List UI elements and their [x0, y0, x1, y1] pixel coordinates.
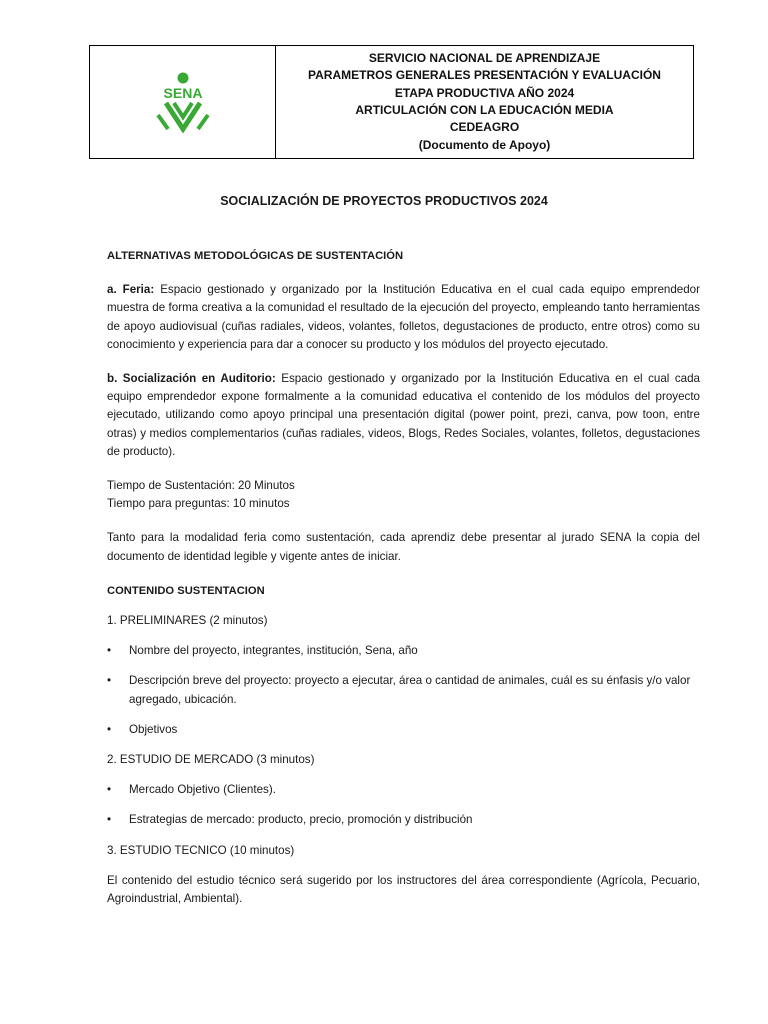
feria-text: Espacio gestionado y organizado por la Institución Educativa en el cual cada equipo emprendedor muestra de forma creativa a la comunidad el resultado de la ejecución del proyecto, empleando tanto herramientas de apoyo audiovisual (cuñas radiales, videos, volantes, folletos, degustaciones de producto, entre otros) como su conocimiento y experiencia para dar a conocer su producto y los módulos del proyecto ejecutado.: [107, 283, 700, 351]
list-item-text: Objetivos: [129, 722, 178, 736]
list-item-text: Mercado Objetivo (Clientes).: [129, 783, 276, 797]
list-item: [107, 721, 700, 739]
list-item-text: Estrategias de mercado: producto, precio, promoción y distribución: [129, 813, 473, 827]
bullet-icon: •: [107, 644, 112, 658]
header-table: [89, 45, 694, 159]
bullet-icon: •: [107, 674, 112, 688]
paragraph-tecnico: El contenido del estudio técnico será sugerido por los instructores del área correspondiente (Agrícola, Pecuario, Agroindustrial, Ambiental).: [107, 873, 700, 906]
tiempo-preguntas: Tiempo para preguntas: 10 minutos: [107, 497, 290, 511]
header-line-1: SERVICIO NACIONAL DE APRENDIZAJE: [368, 50, 601, 65]
logo-cell: [90, 46, 276, 158]
header-line-3: ETAPA PRODUCTIVA AÑO 2024: [394, 85, 575, 100]
document-body: [107, 247, 700, 908]
bullet-icon: •: [107, 813, 112, 827]
list-item: [107, 642, 700, 660]
bullet-icon: •: [107, 722, 112, 736]
header-line-2: PARAMETROS GENERALES PRESENTACIÓN Y EVALUACIÓN: [308, 68, 661, 83]
sena-logo-text: SENA: [163, 85, 202, 101]
sena-logo: [152, 71, 214, 133]
header-title-cell: [276, 46, 693, 158]
header-line-4: ARTICULACIÓN CON LA EDUCACIÓN MEDIA: [355, 103, 614, 117]
list-item-text: Descripción breve del proyecto: proyecto a ejecutar, área o cantidad de animales, cuál es su énfasis y/o valor agregado, ubicación.: [129, 674, 691, 706]
document-title: SOCIALIZACIÓN DE PROYECTOS PRODUCTIVOS 2024: [220, 194, 548, 208]
feria-label: a. Feria:: [107, 283, 155, 297]
section-heading-alternativas: ALTERNATIVAS METODOLÓGICAS DE SUSTENTACIÓN: [107, 250, 404, 262]
paragraph-auditorio: [107, 370, 700, 461]
list-item: [107, 672, 700, 708]
list-item-text: Nombre del proyecto, integrantes, institución, Sena, año: [129, 644, 418, 658]
subsection-tecnico: 3. ESTUDIO TECNICO (10 minutos): [107, 843, 295, 857]
header-line-6: (Documento de Apoyo): [418, 137, 551, 152]
auditorio-label: b. Socialización en Auditorio:: [107, 372, 276, 386]
subsection-preliminares: 1. PRELIMINARES (2 minutos): [107, 614, 268, 628]
subsection-mercado: 2. ESTUDIO DE MERCADO (3 minutos): [107, 753, 315, 767]
list-item: [107, 811, 700, 829]
paragraph-documento: Tanto para la modalidad feria como sustentación, cada aprendiz debe presentar al jurado SENA la copia del documento de identidad legible y vigente antes de iniciar.: [107, 531, 700, 563]
section-heading-contenido: CONTENIDO SUSTENTACION: [107, 584, 265, 597]
header-line-5: CEDEAGRO: [449, 120, 520, 135]
paragraph-feria: [107, 281, 700, 354]
bullet-icon: •: [107, 783, 112, 797]
list-item: [107, 781, 700, 799]
tiempo-sustentacion: Tiempo de Sustentación: 20 Minutos: [107, 479, 295, 493]
auditorio-text: Espacio gestionado y organizado por la Institución Educativa en el cual cada equipo emprendedor expone formalmente a la comunidad educativa el contenido de los módulos del proyecto ejecutado, utilizando como apoyo principal una presentación digital (power point, prezi, canva, pow toon, entre otras) y medios complementarios (cuñas radiales, videos, Blogs, Redes Sociales, volantes, folletos, degustaciones de producto).: [107, 372, 700, 458]
